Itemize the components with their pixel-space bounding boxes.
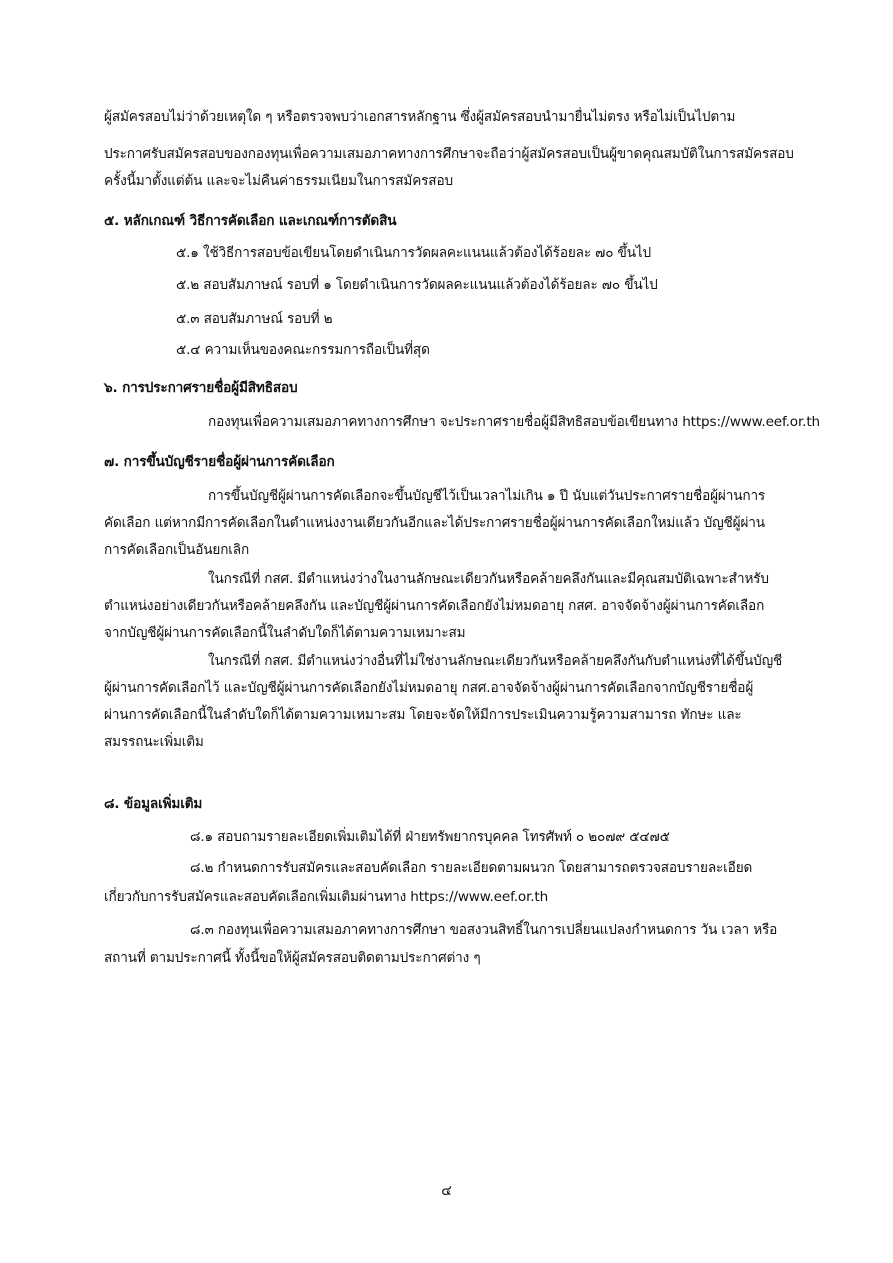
section6-heading: ๖. การประกาศรายชื่อผู้มีสิทธิสอบ <box>104 380 298 396</box>
section5-item-1: ๕.๑ ใช้วิธีการสอบข้อเขียนโดยดำเนินการวัดผลคะแนนแล้วต้องได้ร้อยละ ๗๐ ขึ้นไป <box>176 245 652 261</box>
section8-item-2-line-2: เกี่ยวกับการรับสมัครและสอบคัดเลือกเพิ่มเติมผ่านทาง https://www.eef.or.th <box>104 889 549 905</box>
section5-item-3: ๕.๓ สอบสัมภาษณ์ รอบที่ ๒ <box>176 311 333 327</box>
section5-item-2: ๕.๒ สอบสัมภาษณ์ รอบที่ ๑ โดยดำเนินการวัดผลคะแนนแล้วต้องได้ร้อยละ ๗๐ ขึ้นไป <box>176 277 658 293</box>
section7-para3-line-1: ในกรณีที่ กสศ. มีตำแหน่งว่างอื่นที่ไม่ใช่งานลักษณะเดียวกันหรือคล้ายคลึงกันกับตำแหน่งที่ได้ขึ้นบัญชี <box>208 653 783 669</box>
section8-item-3-line-1: ๘.๓ กองทุนเพื่อความเสมอภาคทางการศึกษา ขอสงวนสิทธิ์ในการเปลี่ยนแปลงกำหนดการ วัน เวลา หรือ <box>190 922 778 938</box>
section5-heading: ๕. หลักเกณฑ์ วิธีการคัดเลือก และเกณฑ์การตัดสิน <box>104 213 397 229</box>
intro-line-1: ผู้สมัครสอบไม่ว่าด้วยเหตุใด ๆ หรือตรวจพบว่าเอกสารหลักฐาน ซึ่งผู้สมัครสอบนำมายื่นไม่ตรง หรือไม่เป็นไปตาม <box>104 109 736 125</box>
intro-line-3: ครั้งนี้มาตั้งแต่ต้น และจะไม่คืนค่าธรรมเนียมในการสมัครสอบ <box>104 173 453 189</box>
page-number: ๔ <box>441 1183 452 1199</box>
section7-para3-line-3: ผ่านการคัดเลือกนี้ในลำดับใดก็ได้ตามความเหมาะสม โดยจะจัดให้มีการประเมินความรู้ความสามารถ ทักษะ และ <box>104 707 742 723</box>
section7-para2-line-3: จากบัญชีผู้ผ่านการคัดเลือกนี้ในลำดับใดก็ได้ตามความเหมาะสม <box>104 625 466 641</box>
section7-heading: ๗. การขึ้นบัญชีรายชื่อผู้ผ่านการคัดเลือก <box>104 454 335 470</box>
section7-para1-line-2: คัดเลือก แต่หากมีการคัดเลือกในตำแหน่งงานเดียวกันอีกและได้ประกาศรายชื่อผู้ผ่านการคัดเลือกใหม่แล้ว บัญชีผู้ผ่าน <box>104 515 765 531</box>
intro-line-2: ประกาศรับสมัครสอบของกองทุนเพื่อความเสมอภาคทางการศึกษาจะถือว่าผู้สมัครสอบเป็นผู้ขาดคุณสมบัติในการสมัครสอบ <box>104 146 794 162</box>
section8-item-2-line-1: ๘.๒ กำหนดการรับสมัครและสอบคัดเลือก รายละเอียดตามผนวก โดยสามารถตรวจสอบรายละเอียด <box>190 860 753 876</box>
section8-heading: ๘. ข้อมูลเพิ่มเติม <box>104 796 203 812</box>
section6-text: กองทุนเพื่อความเสมอภาคทางการศึกษา จะประกาศรายชื่อผู้มีสิทธิสอบข้อเขียนทาง https://www.eef.or.th <box>208 414 820 430</box>
section7-para1-line-3: การคัดเลือกเป็นอันยกเลิก <box>104 542 250 558</box>
section5-item-4: ๕.๔ ความเห็นของคณะกรรมการถือเป็นที่สุด <box>176 342 430 358</box>
section7-para3-line-4: สมรรถนะเพิ่มเติม <box>104 734 204 750</box>
section7-para3-line-2: ผู้ผ่านการคัดเลือกไว้ และบัญชีผู้ผ่านการคัดเลือกยังไม่หมดอายุ กสศ.อาจจัดจ้างผู้ผ่านการคัดเลือกจากบัญชีรายชื่อผู้ <box>104 680 754 696</box>
section8-item-3-line-2: สถานที่ ตามประกาศนี้ ทั้งนี้ขอให้ผู้สมัครสอบติดตามประกาศต่าง ๆ <box>104 950 481 966</box>
section7-para2-line-2: ตำแหน่งอย่างเดียวกันหรือคล้ายคลึงกัน และบัญชีผู้ผ่านการคัดเลือกยังไม่หมดอายุ กสศ. อาจจัดจ้างผู้ผ่านการคัดเลือก <box>104 598 765 614</box>
section7-para1-line-1: การขึ้นบัญชีผู้ผ่านการคัดเลือกจะขึ้นบัญชีไว้เป็นเวลาไม่เกิน ๑ ปี นับแต่วันประกาศรายชื่อผู้ผ่านการ <box>208 488 766 504</box>
section7-para2-line-1: ในกรณีที่ กสศ. มีตำแหน่งว่างในงานลักษณะเดียวกันหรือคล้ายคลึงกันและมีคุณสมบัติเฉพาะสำหรับ <box>208 571 769 587</box>
section8-item-1: ๘.๑ สอบถามรายละเอียดเพิ่มเติมได้ที่ ฝ่ายทรัพยากรบุคคล โทรศัพท์ ๐ ๒๐๗๙ ๕๔๗๕ <box>190 829 670 845</box>
